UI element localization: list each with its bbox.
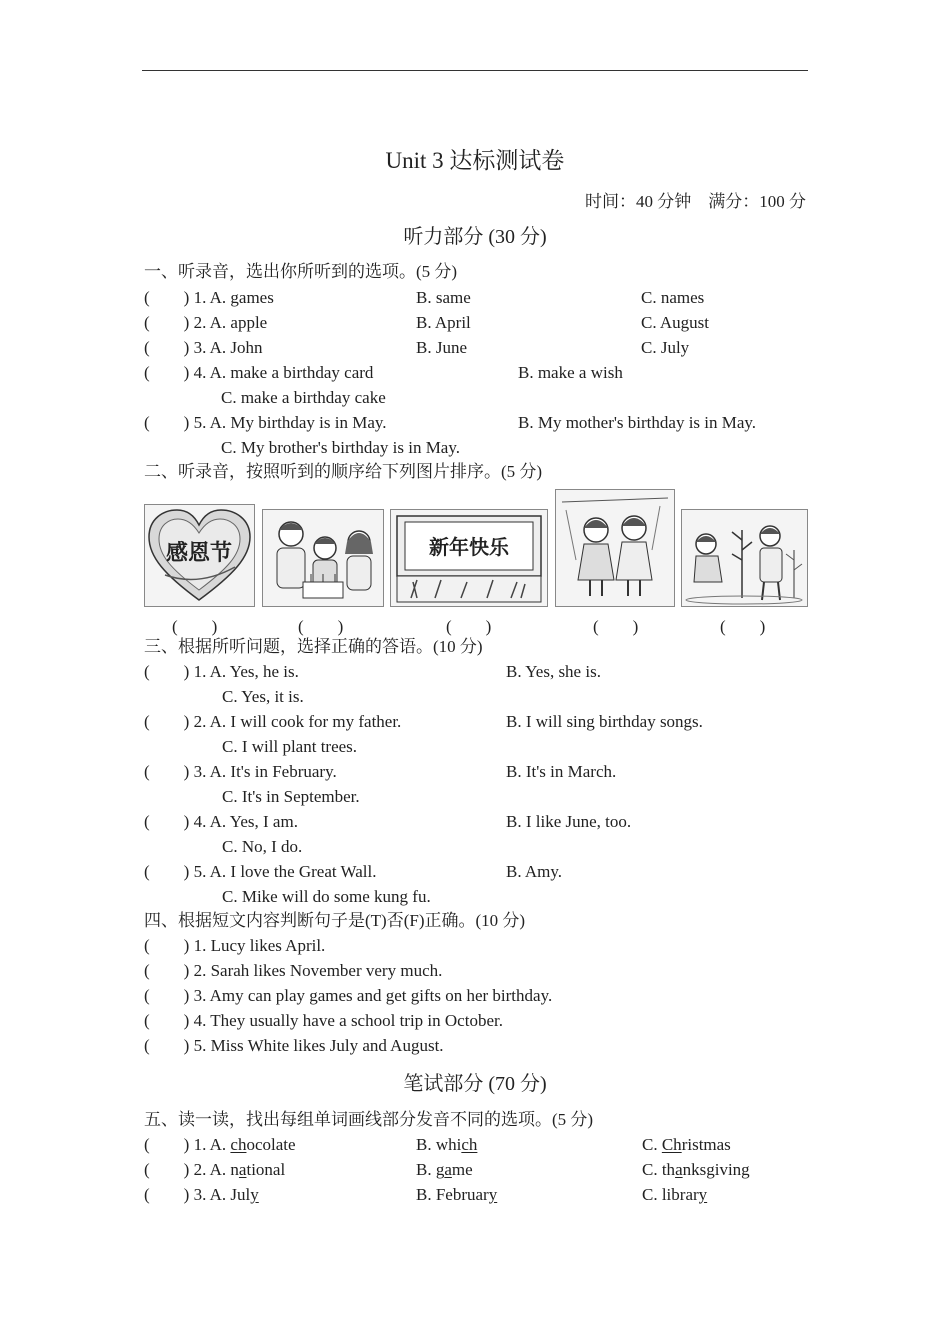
s1-q5-b: B. My mother's birthday is in May.	[518, 413, 757, 432]
s1-q2: ( ) 2. A. apple	[144, 313, 268, 332]
s1-q4: ( ) 4. A. make a birthday card	[144, 363, 374, 382]
s1-q3-c: C. July	[641, 338, 690, 357]
s1-q3: ( ) 3. A. John	[144, 338, 263, 357]
s1-q1-c: C. names	[641, 288, 705, 307]
s5-q2-a-pre: n	[230, 1160, 239, 1179]
s1-q5: ( ) 5. A. My birthday is in May.	[144, 413, 387, 432]
s3-q4: ( ) 4. A. Yes, I am.	[144, 812, 298, 831]
s4-q3: ( ) 3. Amy can play games and get gifts on her birthday.	[144, 986, 553, 1005]
s4-q1: ( ) 1. Lucy likes April.	[144, 936, 326, 955]
s1-q2-c: C. August	[641, 313, 710, 332]
s5-q3	[144, 1184, 259, 1206]
s5-q1-b-pre: B. whi	[416, 1135, 462, 1154]
s4-q4: ( ) 4. They usually have a school trip in October.	[144, 1011, 503, 1030]
top-rule	[142, 70, 808, 71]
s1-q1: ( ) 1. A. games	[144, 288, 274, 307]
two-girls-picture	[555, 489, 675, 607]
s5-q2-c	[642, 1159, 750, 1181]
s1-heading: 一、听录音，选出你所听到的选项。(5 分)	[144, 262, 458, 281]
s5-q2	[144, 1159, 285, 1181]
new-year-text: 新年快乐	[429, 535, 509, 559]
s5-q3-c-pre: C. librar	[642, 1185, 699, 1204]
s3-q1-b: B. Yes, she is.	[506, 662, 601, 681]
s4-q2: ( ) 2. Sarah likes November very much.	[144, 961, 443, 980]
s3-heading: 三、根据所听问题，选择正确的答语。(10 分)	[144, 637, 483, 656]
s5-q1-b-underline: ch	[461, 1135, 478, 1154]
s3-q3: ( ) 3. A. It's in February.	[144, 762, 337, 781]
s3-q1-c: C. Yes, it is.	[222, 687, 304, 706]
s5-q3-b	[416, 1184, 497, 1206]
s3-q2-b: B. I will sing birthday songs.	[506, 712, 703, 731]
s5-q3-c	[642, 1184, 707, 1206]
new-year-picture	[390, 509, 548, 607]
s2-blank-1[interactable]: ( )	[172, 617, 218, 636]
birthday-family-picture	[262, 509, 384, 607]
s5-q2-b-pre: B. g	[416, 1160, 445, 1179]
s5-q2-c-post: nksgiving	[682, 1160, 750, 1179]
s5-q2-c-pre: C. th	[642, 1160, 676, 1179]
s3-q2-c: C. I will plant trees.	[222, 737, 358, 756]
s3-q5: ( ) 5. A. I love the Great Wall.	[144, 862, 377, 881]
s3-q5-c: C. Mike will do some kung fu.	[222, 887, 431, 906]
s5-q2-b	[416, 1159, 473, 1181]
s5-q1-c	[642, 1134, 731, 1156]
s5-q1-c-underline: Ch	[661, 1135, 682, 1154]
thanksgiving-heart-picture	[144, 504, 255, 607]
planting-trees-picture	[681, 509, 808, 607]
s1-q4-c: C. make a birthday cake	[221, 388, 386, 407]
s1-q5-c: C. My brother's birthday is in May.	[221, 438, 460, 457]
s1-q2-b: B. April	[416, 313, 471, 332]
s3-q1: ( ) 1. A. Yes, he is.	[144, 662, 299, 681]
s5-q2-b-post: me	[451, 1160, 473, 1179]
s1-q4-b: B. make a wish	[518, 363, 623, 382]
thanksgiving-text: 感恩节	[165, 541, 233, 566]
s4-q5: ( ) 5. Miss White likes July and August.	[144, 1036, 444, 1055]
time-limit: 时间：40 分钟	[585, 192, 692, 211]
s3-q4-c: C. No, I do.	[222, 837, 303, 856]
s5-q2-prefix: ( ) 2. A.	[144, 1160, 231, 1179]
s3-q5-b: B. Amy.	[506, 862, 563, 881]
s3-q2: ( ) 2. A. I will cook for my father.	[144, 712, 402, 731]
s5-q2-b-underline: a	[444, 1160, 452, 1179]
s5-q1	[144, 1134, 296, 1156]
s5-q1-b	[416, 1134, 477, 1156]
s3-q4-b: B. I like June, too.	[506, 812, 632, 831]
s2-blank-2[interactable]: ( )	[298, 617, 344, 636]
s5-q1-c-pre: C.	[642, 1135, 662, 1154]
s2-heading: 二、听录音，按照听到的顺序给下列图片排序。(5 分)	[144, 462, 543, 481]
s2-blank-5[interactable]: ( )	[720, 617, 766, 636]
s5-q3-b-underline: y	[488, 1185, 498, 1204]
s5-q3-a-pre: Jul	[230, 1185, 251, 1204]
s3-q3-b: B. It's in March.	[506, 762, 617, 781]
s5-q1-a-underline: ch	[230, 1135, 247, 1154]
s1-q3-b: B. June	[416, 338, 467, 357]
s5-q3-prefix: ( ) 3. A.	[144, 1185, 231, 1204]
s1-q1-b: B. same	[416, 288, 471, 307]
s5-q1-c-post: ristmas	[681, 1135, 731, 1154]
s2-blank-3[interactable]: ( )	[446, 617, 492, 636]
s4-heading: 四、根据短文内容判断句子是(T)否(F)正确。(10 分)	[144, 911, 526, 930]
s5-q3-a-underline: y	[250, 1185, 259, 1204]
writing-title: 笔试部分 (70 分)	[403, 1073, 547, 1095]
s3-q3-c: C. It's in September.	[222, 787, 360, 806]
s5-q1-prefix: ( ) 1. A.	[144, 1135, 231, 1154]
full-score: 满分：100 分	[708, 192, 806, 211]
page-title: Unit 3 达标测试卷	[385, 148, 565, 173]
s5-q3-b-pre: B. Februar	[416, 1185, 489, 1204]
listening-title: 听力部分 (30 分)	[403, 226, 547, 248]
s5-q2-c-underline: a	[675, 1160, 683, 1179]
exam-meta	[585, 187, 806, 212]
s5-q2-a-underline: a	[238, 1160, 247, 1179]
s5-heading: 五、读一读，找出每组单词画线部分发音不同的选项。(5 分)	[144, 1110, 594, 1129]
s5-q2-a-post: tional	[246, 1160, 286, 1179]
s2-blank-4[interactable]: ( )	[593, 617, 639, 636]
s5-q3-c-underline: y	[698, 1185, 708, 1204]
s5-q1-a-post: ocolate	[246, 1135, 296, 1154]
